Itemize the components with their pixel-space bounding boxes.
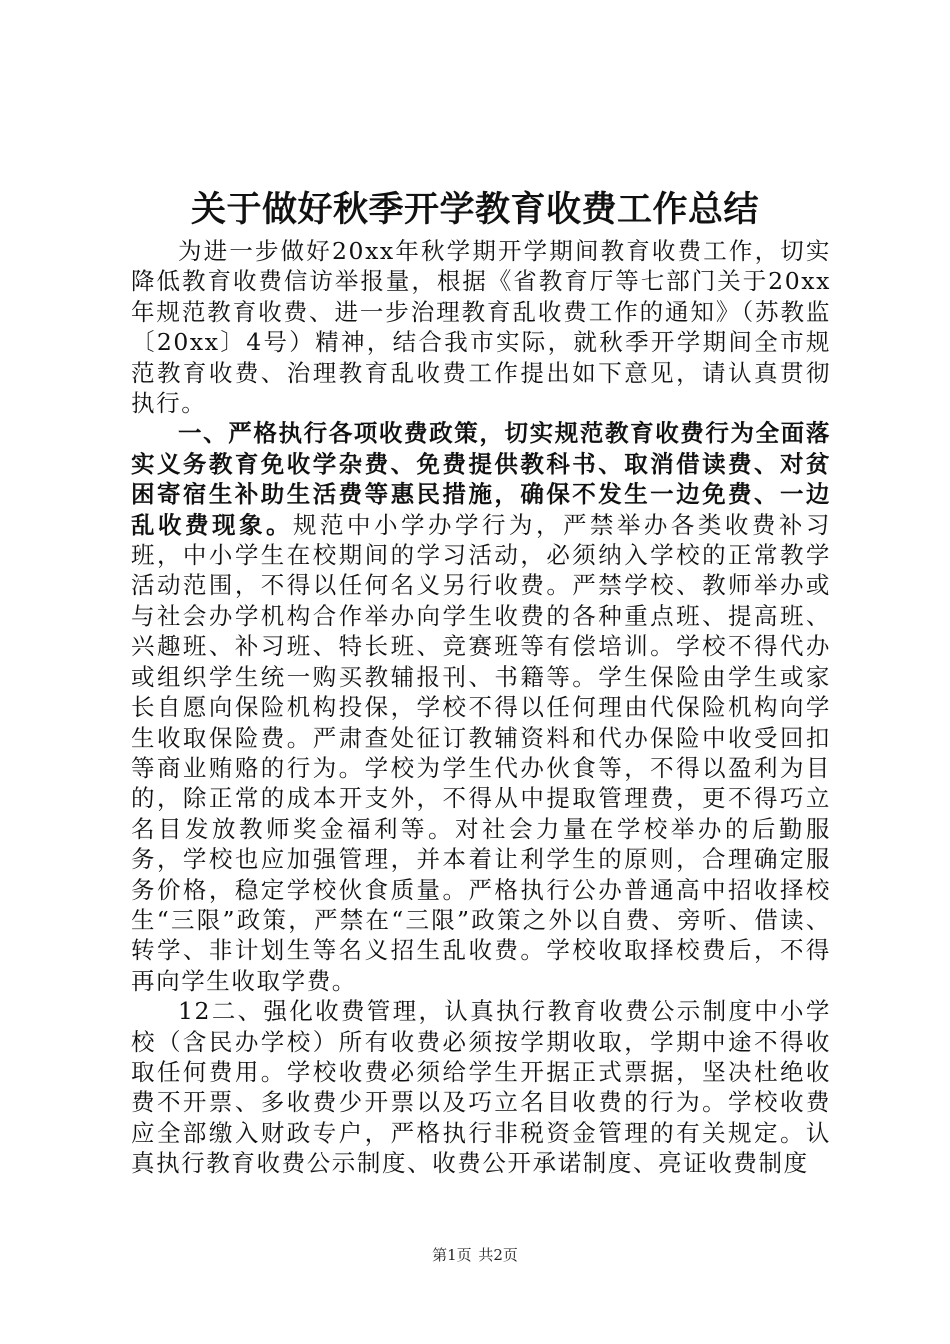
document-body [131,236,831,1179]
section-1-body: 规范中小学办学行为，严禁举办各类收费补习班，中小学生在校期间的学习活动，必须纳入学校的正常教学活动范围，不得以任何名义另行收费。严禁学校、教师举办或与社会办学机构合作举办向学生收费的各种重点班、提高班、兴趣班、补习班、特长班、竞赛班等有偿培训。学校不得代办或组织学生统一购买教辅报刊、书籍等。学生保险由学生或家长自愿向保险机构投保，学校不得以任何理由代保险机构向学生收取保险费。严肃查处征订教辅资料和代办保险中收受回扣等商业贿赂的行为。学校为学生代办伙食等，不得以盈利为目的，除正常的成本开支外，不得从中提取管理费，更不得巧立名目发放教师奖金福利等。对社会力量在学校举办的后勤服务，学校也应加强管理，并本着让利学生的原则，合理确定服务价格，稳定学校伙食质量。严格执行公办普通高中招收择校生“三限”政策，严禁在“三限”政策之外以自费、旁听、借读、转学、非计划生等名义招生乱收费。学校收取择校费后，不得再向学生收取学费。 [131,510,832,995]
section-1-heading: 一、严格执行各项收费政策，切实规范教育收费行为全面落实义务教育免收学杂费、免费提供教科书、取消借读费、对贫困寄宿生补助生活费等惠民措施，确保不发生一边免费、一边乱收费现象。 [131,419,831,539]
intro-paragraph: 为进一步做好20xx年秋学期开学期间教育收费工作，切实降低教育收费信访举报量，根据《省教育厅等七部门关于20xx年规范教育收费、进一步治理教育乱收费工作的通知》（苏教监〔20xx〕4号）精神，结合我市实际，就秋季开学期间全市规范教育收费、治理教育乱收费工作提出如下意见，请认真贯彻执行。 [131,237,831,418]
section-1-paragraph [131,418,831,996]
page-footer [0,1245,950,1265]
page-total: 共2页 [478,1246,518,1264]
document-title: 关于做好秋季开学教育收费工作总结 [190,189,759,230]
page-number: 第1页 [432,1246,472,1264]
section-2-paragraph: 12二、强化收费管理，认真执行教育收费公示制度中小学校（含民办学校）所有收费必须按学期收取，学期中途不得收取任何费用。学校收费必须给学生开据正式票据，坚决杜绝收费不开票、多收费少开票以及巧立名目收费的行为。学校收费应全部缴入财政专户，严格执行非税资金管理的有关规定。认真执行教育收费公示制度、收费公开承诺制度、亮证收费制度 [131,997,831,1178]
